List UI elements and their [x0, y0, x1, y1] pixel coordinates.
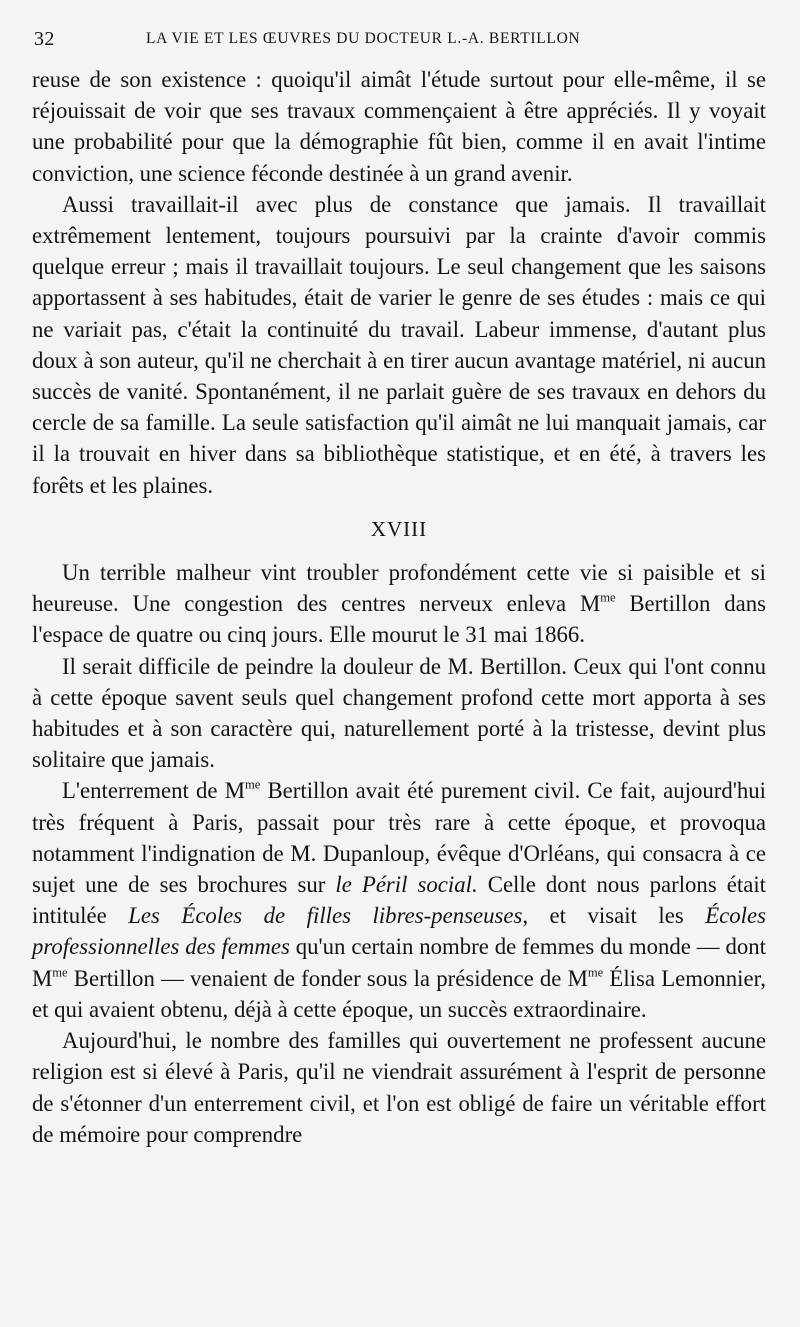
superscript-me: me — [600, 590, 616, 605]
paragraph-today: Aujourd'hui, le nombre des familles qui ouvertement ne professent aucune religion est si élevé à Paris, qu'il ne viendrait assurément à l'esprit de personne de s'étonner d'un enterrement civil, et l'on est obligé de faire un véritable effort de mémoire pour comprendre — [32, 1028, 766, 1147]
text-run: Bertillon — venaient de fonder sous la présidence de M — [67, 965, 588, 991]
superscript-me: me — [244, 778, 261, 793]
paragraph-misfortune — [32, 557, 766, 651]
running-head — [34, 28, 770, 58]
text-run: qu'un certain nombre de femmes du monde — dont M — [32, 934, 767, 991]
paragraph-grief: Il serait difficile de peindre la douleur de M. Bertillon. Ceux qui l'ont connu à cette époque savent seuls quel changement profond cette mort apporta à ses habitudes et à son caractère qui, naturellement porté à la tristesse, devint plus solitaire que jamais. — [32, 653, 766, 773]
text-run: L'enterrement de M — [62, 778, 245, 804]
running-title: LA VIE ET LES ŒUVRES DU DOCTEUR L.-A. BERTILLON — [146, 30, 581, 47]
paragraph-work-habits: Aussi travaillait-il avec plus de constance que jamais. Il travaillait extrêmement lentement, toujours poursuivi par la crainte d'avoir commis quelque erreur ; mais il travaillait toujours. Le seul changement que les saisons apportassent à ses habitudes, était de varier le genre de ses études : mais ce qui ne variait pas, c'était la continuité du travail. Labeur immense, d'autant plus doux à son auteur, qu'il ne cherchait à en tirer aucun avantage matériel, ni aucun succès de vanité. Spontanément, il ne parlait guère de ses travaux en dehors du cercle de sa famille. La seule satisfaction qu'il aimât ne lui manquait jamais, car il la trouvait en hiver dans sa bibliothèque statistique, et en été, à travers les forêts et les plaines. — [32, 191, 766, 498]
page-body — [32, 64, 766, 1150]
italic-title: le Péril social. — [335, 872, 478, 898]
italic-title: Les Écoles de filles libres-penseuses — [128, 903, 523, 929]
paragraph-continuation: reuse de son existence : quoiqu'il aimât l'étude surtout pour elle-même, il se réjouissait de voir que ses travaux commençaient à être appréciés. Il y voyait une probabilité pour que la démographie fût bien, comme il en avait l'intime conviction, une science féconde destinée à un grand avenir. — [32, 67, 766, 186]
superscript-me: me — [52, 965, 68, 980]
page-number: 32 — [34, 28, 55, 50]
text-run: Celle dont nous parlons était intitulée — [32, 872, 766, 929]
section-heading: XVIII — [370, 516, 428, 541]
text-run: , et visait les — [522, 903, 706, 929]
text-run: Bertillon avait été purement civil. Ce fait, aujourd'hui très fréquent à Paris, passait pour très rare à cette époque, et provoqua notamment l'indignation de M. Dupanloup, évêque d'Orléans, qui consacra à ce sujet une de ses brochures sur — [32, 778, 766, 898]
text-run: Élisa Lemonnier, et qui avaient obtenu, déjà à cette époque, un succès extraordinaire. — [32, 965, 766, 1022]
italic-title: Écoles professionnelles des femmes — [32, 903, 766, 960]
paragraph-burial — [32, 775, 766, 1025]
text-run: Un terrible malheur vint troubler profondément cette vie si paisible et si heureuse. Une congestion des centres nerveux enleva M — [32, 560, 766, 617]
superscript-me: me — [587, 965, 604, 980]
text-run: Bertillon dans l'espace de quatre ou cinq jours. Elle mourut le 31 mai 1866. — [32, 591, 766, 648]
